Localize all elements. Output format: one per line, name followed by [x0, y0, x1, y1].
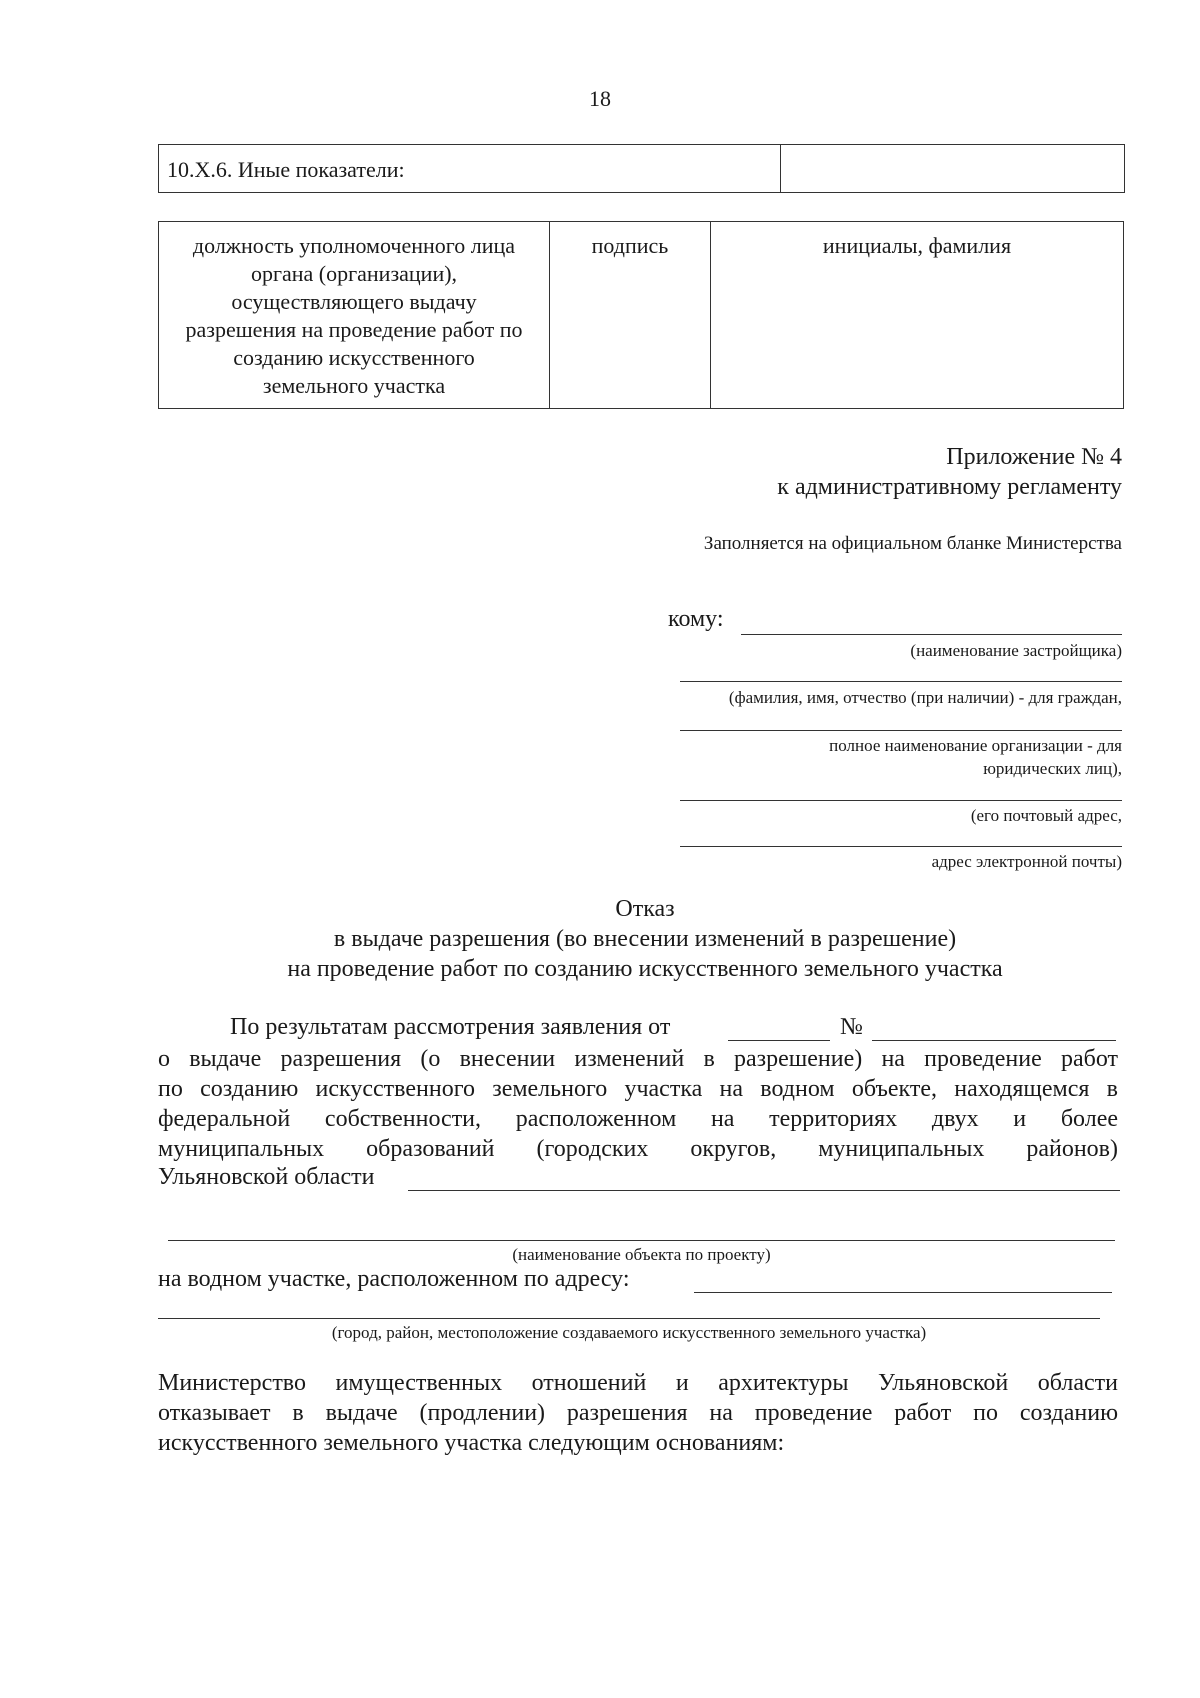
- body-line: искусственного земельного участка следующим основаниям:: [158, 1430, 785, 1456]
- position-line: земельного участка: [262, 373, 446, 398]
- position-line: созданию искусственного: [233, 345, 475, 370]
- water-area-address-text: на водном участке, расположенном по адресу:: [158, 1266, 630, 1292]
- document-subtitle-line1: в выдаче разрешения (во внесении изменений в разрешение): [333, 926, 957, 952]
- other-indicators-table: [158, 144, 1125, 193]
- appendix-subtitle: к административному регламенту: [777, 474, 1122, 500]
- addressee-caption-citizens: (фамилия, имя, отчество (при наличии) - для граждан,: [728, 688, 1122, 707]
- body-line: по созданию искусственного земельного участка на водном объекте, находящемся в: [158, 1076, 1118, 1102]
- body-line: Министерство имущественных отношений и архитектуры Ульяновской области: [158, 1370, 1118, 1396]
- addressee-line: [680, 730, 1122, 731]
- addressee-line: [680, 681, 1122, 682]
- location-line: [158, 1318, 1100, 1319]
- page-number: 18: [589, 86, 611, 111]
- addressee-caption-legal-entities: юридических лиц),: [983, 759, 1122, 778]
- body-line: муниципальных образований (городских округов, муниципальных районов): [158, 1136, 1118, 1162]
- position-line: разрешения на проведение работ по: [185, 317, 523, 342]
- address-fill-line: [694, 1292, 1112, 1293]
- application-number-line: [872, 1040, 1116, 1041]
- appendix-number: Приложение № 4: [946, 444, 1122, 470]
- initials-surname-cell: инициалы, фамилия: [822, 233, 1012, 258]
- other-indicators-value: [781, 145, 1124, 192]
- addressee-line: [680, 846, 1122, 847]
- official-position-cell: [159, 222, 550, 408]
- application-review-text: По результатам рассмотрения заявления от: [230, 1014, 671, 1040]
- addressee-caption-organization: полное наименование организации - для: [829, 736, 1122, 755]
- location-caption: (город, район, местоположение создаваемого искусственного земельного участка): [331, 1323, 927, 1342]
- signature-cell: подпись: [550, 222, 711, 408]
- object-name-line: [168, 1240, 1115, 1241]
- addressee-label: кому:: [668, 606, 724, 632]
- region-fill-line: [408, 1190, 1120, 1191]
- position-line: осуществляющего выдачу: [231, 289, 477, 314]
- addressee-line: [741, 634, 1122, 635]
- application-subject-text: [158, 1044, 1118, 1164]
- region-text: Ульяновской области: [158, 1164, 375, 1190]
- position-line: органа (организации),: [250, 261, 458, 286]
- addressee-line: [680, 800, 1122, 801]
- application-number-sign: №: [840, 1014, 863, 1040]
- document-subtitle-line2: на проведение работ по созданию искусственного земельного участка: [287, 956, 1003, 982]
- position-line: должность уполномоченного лица: [192, 233, 516, 258]
- body-line: о выдаче разрешения (о внесении изменений в разрешение) на проведение работ: [158, 1046, 1118, 1072]
- addressee-caption-developer: (наименование застройщика): [910, 641, 1122, 660]
- object-name-caption: (наименование объекта по проекту): [512, 1245, 771, 1264]
- body-line: федеральной собственности, расположенном на территориях двух и более: [158, 1106, 1118, 1132]
- refusal-statement: [158, 1368, 1118, 1458]
- body-line: отказывает в выдаче (продлении) разрешения на проведение работ по созданию: [158, 1400, 1118, 1426]
- document-title: Отказ: [615, 896, 675, 922]
- signature-table: [158, 221, 1124, 409]
- official-form-note: Заполняется на официальном бланке Министерства: [703, 533, 1122, 554]
- application-date-line: [728, 1040, 830, 1041]
- addressee-caption-postal: (его почтовый адрес,: [970, 806, 1122, 825]
- addressee-caption-email: адрес электронной почты): [931, 852, 1122, 871]
- other-indicators-label: 10.X.6. Иные показатели:: [159, 145, 781, 192]
